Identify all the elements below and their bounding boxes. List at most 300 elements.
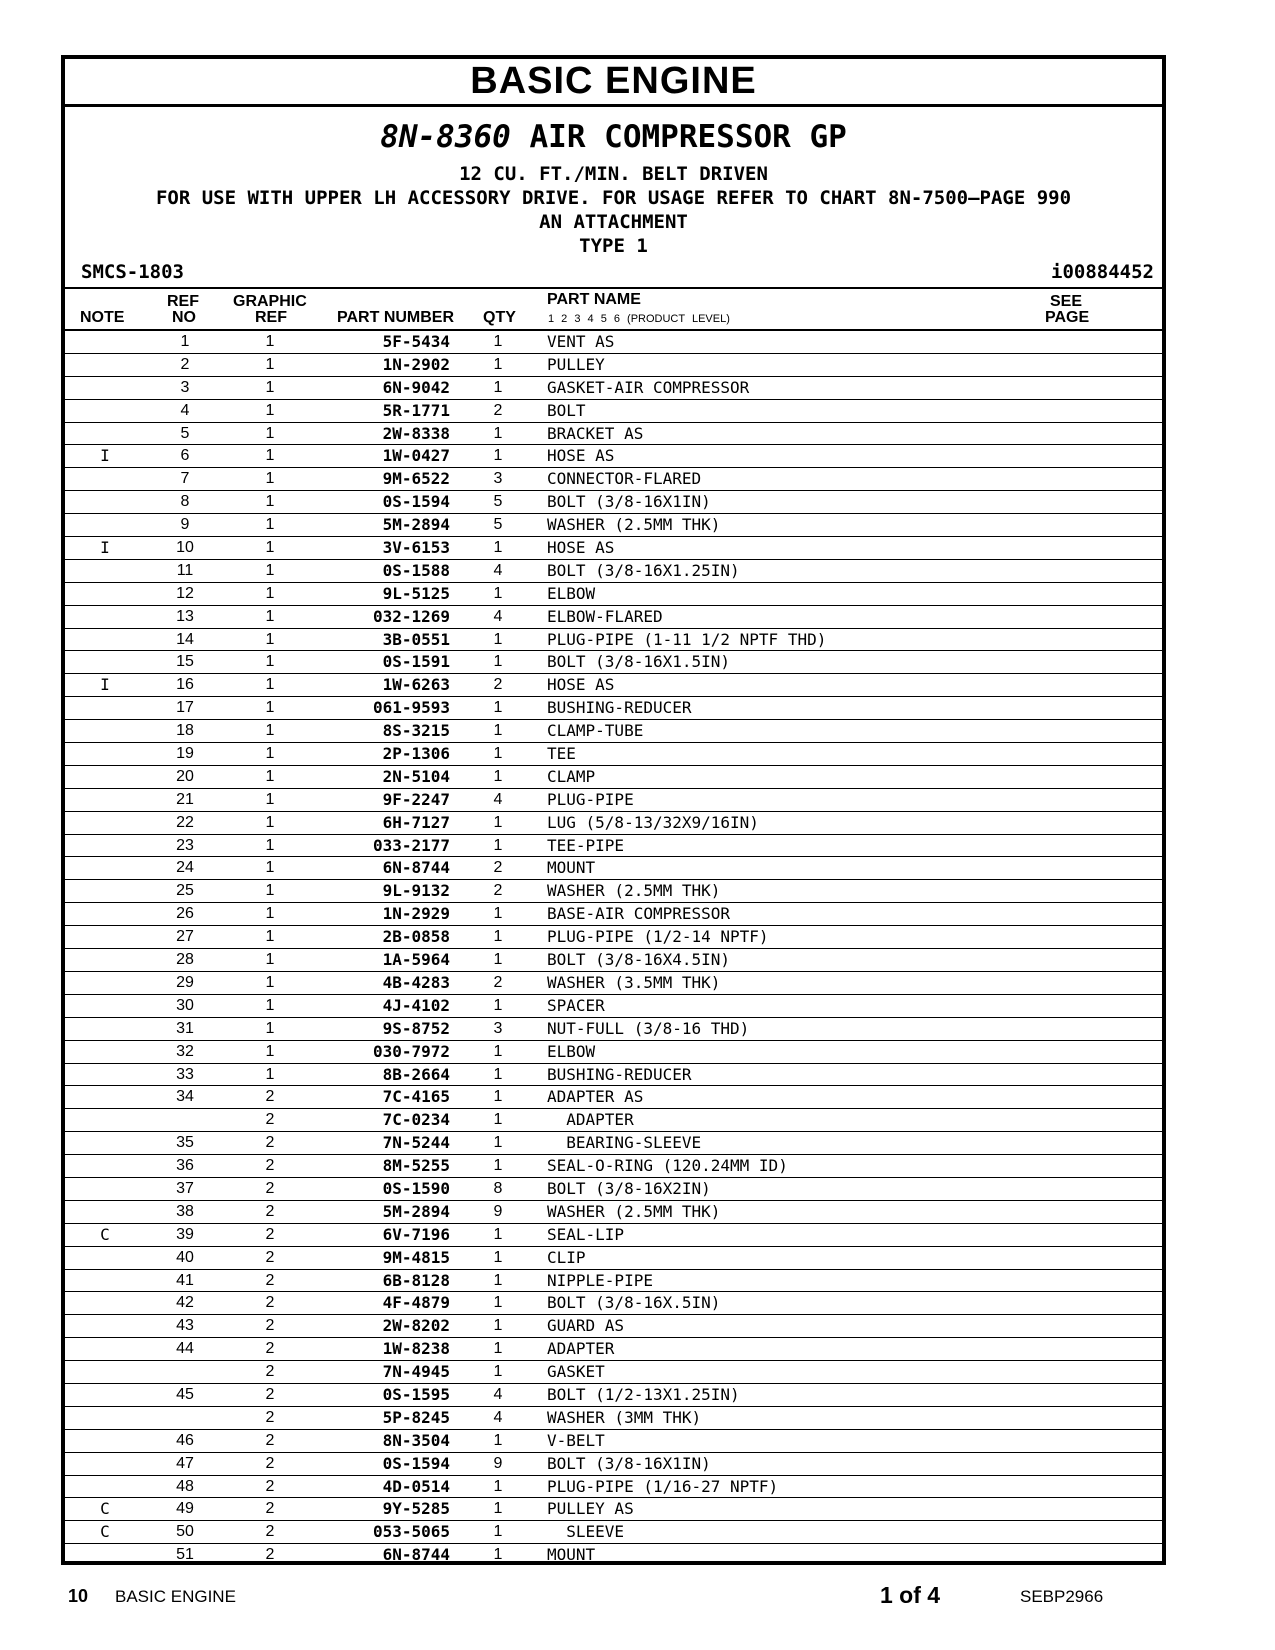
ref-no-cell: 47 <box>176 1454 194 1472</box>
qty-cell: 4 <box>493 607 503 625</box>
part-number-cell: 7C-4165 <box>382 1087 450 1107</box>
ref-no-cell: 1 <box>180 333 190 350</box>
table-row <box>65 537 1162 560</box>
table-row <box>65 514 1162 537</box>
part-number-cell: 032-1269 <box>372 606 450 626</box>
part-number-cell: 6V-7196 <box>382 1224 450 1244</box>
qty-cell: 1 <box>493 1088 503 1106</box>
table-row <box>65 835 1162 858</box>
qty-cell: 1 <box>493 1157 503 1175</box>
part-number-cell: 1W-0427 <box>382 446 450 466</box>
part-number-cell: 2N-5104 <box>382 766 450 786</box>
part-name-cell: BOLT (3/8-16X.5IN) <box>547 1293 721 1313</box>
graphic-ref-cell: 1 <box>265 1065 275 1083</box>
graphic-ref-cell: 2 <box>265 1225 275 1243</box>
qty-cell: 2 <box>493 882 503 900</box>
table-row <box>65 766 1162 789</box>
part-name-cell: GUARD AS <box>547 1316 625 1336</box>
table-row <box>65 880 1162 903</box>
note-cell: C <box>100 1499 110 1519</box>
part-name-cell: HOSE AS <box>547 446 615 466</box>
qty-cell: 1 <box>493 1065 503 1083</box>
parts-table <box>65 331 1162 1567</box>
ref-no-cell: 36 <box>176 1157 194 1175</box>
qty-cell: 1 <box>493 767 503 785</box>
graphic-ref-cell: 1 <box>265 859 275 877</box>
part-name-cell: V-BELT <box>547 1430 605 1450</box>
ref-no-cell: 11 <box>176 561 194 579</box>
qty-cell: 2 <box>493 973 503 991</box>
table-row <box>65 720 1162 743</box>
table-row <box>65 812 1162 835</box>
table-row <box>65 1384 1162 1407</box>
ref-no-cell: 7 <box>180 470 190 488</box>
table-row <box>65 468 1162 491</box>
ref-no-cell: 4 <box>180 401 190 419</box>
part-name-cell: CLIP <box>547 1247 586 1267</box>
graphic-ref-cell: 1 <box>265 424 275 442</box>
part-name-cell: PLUG-PIPE (1/2-14 NPTF) <box>547 927 769 947</box>
qty-cell: 8 <box>493 1179 503 1197</box>
table-row <box>65 377 1162 400</box>
col-qty: QTY <box>483 309 516 326</box>
graphic-ref-cell: 1 <box>265 1042 275 1060</box>
qty-cell: 1 <box>493 1134 503 1152</box>
qty-cell: 1 <box>493 1431 503 1449</box>
part-name-cell: BOLT (3/8-16X1.5IN) <box>547 652 731 672</box>
ref-no-cell: 44 <box>176 1340 194 1358</box>
subtitle-line-3: AN ATTACHMENT <box>539 211 688 233</box>
ref-no-cell: 15 <box>176 653 194 671</box>
table-row <box>65 331 1162 354</box>
qty-cell: 1 <box>493 836 503 854</box>
graphic-ref-cell: 2 <box>265 1248 275 1266</box>
qty-cell: 1 <box>493 1546 503 1564</box>
part-number-cell: 2W-8338 <box>382 423 450 443</box>
table-row <box>65 491 1162 514</box>
ref-no-cell: 40 <box>176 1248 194 1266</box>
part-number-cell: 0S-1591 <box>382 652 450 672</box>
group-part-number: 8N-8360 <box>380 119 511 155</box>
ref-no-cell: 26 <box>176 905 194 923</box>
col-graphic-bottom: REF <box>255 309 287 326</box>
qty-cell: 1 <box>493 1340 503 1358</box>
qty-cell: 1 <box>493 722 503 740</box>
part-number-cell: 9Y-5285 <box>382 1499 450 1519</box>
graphic-ref-cell: 1 <box>265 767 275 785</box>
part-name-cell: WASHER (2.5MM THK) <box>547 515 721 535</box>
part-number-cell: 6B-8128 <box>382 1270 450 1290</box>
ref-no-cell: 51 <box>176 1546 194 1564</box>
col-see-top: SEE <box>1050 293 1083 310</box>
part-name-cell: PLUG-PIPE (1-11 1/2 NPTF THD) <box>547 629 827 649</box>
graphic-ref-cell: 1 <box>265 676 275 694</box>
table-row <box>65 629 1162 652</box>
part-number-cell: 9S-8752 <box>382 1018 450 1038</box>
part-name-cell: SLEEVE <box>547 1522 625 1542</box>
qty-cell: 1 <box>493 1477 503 1495</box>
qty-cell: 1 <box>493 630 503 648</box>
graphic-ref-cell: 1 <box>265 836 275 854</box>
graphic-ref-cell: 2 <box>265 1454 275 1472</box>
ref-no-cell: 41 <box>176 1271 194 1289</box>
col-product-level: 1 2 3 4 5 6 (PRODUCT LEVEL) <box>548 313 730 325</box>
table-row <box>65 560 1162 583</box>
ref-no-cell: 29 <box>176 973 194 991</box>
qty-cell: 1 <box>493 584 503 602</box>
ref-no-cell: 38 <box>176 1202 194 1220</box>
part-name-cell: MOUNT <box>547 1545 596 1565</box>
part-number-cell: 0S-1594 <box>382 1453 450 1473</box>
parts-sheet <box>61 55 1166 1565</box>
ref-no-cell: 34 <box>176 1088 194 1106</box>
part-name-cell: BRACKET AS <box>547 423 644 443</box>
ref-no-cell: 5 <box>180 424 190 442</box>
qty-cell: 1 <box>493 1500 503 1518</box>
table-row <box>65 1270 1162 1293</box>
part-name-cell: TEE <box>547 744 576 764</box>
qty-cell: 1 <box>493 424 503 442</box>
part-number-cell: 0S-1594 <box>382 492 450 512</box>
part-name-cell: GASKET <box>547 1362 605 1382</box>
part-number-cell: 6N-8744 <box>382 1545 450 1565</box>
part-name-cell: BUSHING-REDUCER <box>547 1064 692 1084</box>
qty-cell: 1 <box>493 745 503 763</box>
qty-cell: 3 <box>493 470 503 488</box>
table-row <box>65 445 1162 468</box>
graphic-ref-cell: 2 <box>265 1363 275 1381</box>
col-part-name: PART NAME <box>547 291 641 308</box>
ref-no-cell: 48 <box>176 1477 194 1495</box>
graphic-ref-cell: 1 <box>265 401 275 419</box>
ref-no-cell: 42 <box>176 1294 194 1312</box>
graphic-ref-cell: 1 <box>265 928 275 946</box>
ref-no-cell: 32 <box>176 1042 194 1060</box>
part-name-cell: ADAPTER AS <box>547 1087 644 1107</box>
table-row <box>65 1453 1162 1476</box>
ref-no-cell: 22 <box>176 813 194 831</box>
graphic-ref-cell: 2 <box>265 1477 275 1495</box>
qty-cell: 3 <box>493 1019 503 1037</box>
table-row <box>65 1407 1162 1430</box>
ref-no-cell: 49 <box>176 1500 194 1518</box>
graphic-ref-cell: 1 <box>265 905 275 923</box>
part-number-cell: 033-2177 <box>372 835 450 855</box>
qty-cell: 4 <box>493 561 503 579</box>
part-number-cell: 5P-8245 <box>382 1407 450 1427</box>
part-number-cell: 061-9593 <box>372 698 450 718</box>
ref-no-cell: 6 <box>180 447 190 465</box>
note-cell: C <box>100 1224 110 1244</box>
ref-no-cell: 50 <box>176 1523 194 1541</box>
ref-no-cell: 33 <box>176 1065 194 1083</box>
graphic-ref-cell: 1 <box>265 561 275 579</box>
note-cell: C <box>100 1522 110 1542</box>
graphic-ref-cell: 1 <box>265 447 275 465</box>
part-name-cell: LUG (5/8-13/32X9/16IN) <box>547 812 759 832</box>
qty-cell: 1 <box>493 996 503 1014</box>
ref-no-cell: 17 <box>176 699 194 717</box>
graphic-ref-cell: 2 <box>265 1523 275 1541</box>
part-name-cell: WASHER (3MM THK) <box>547 1407 702 1427</box>
col-note: NOTE <box>80 309 125 326</box>
table-row <box>65 789 1162 812</box>
ref-no-cell: 35 <box>176 1134 194 1152</box>
part-number-cell: 0S-1588 <box>382 560 450 580</box>
graphic-ref-cell: 2 <box>265 1431 275 1449</box>
ref-no-cell: 27 <box>176 928 194 946</box>
part-name-cell: PULLEY <box>547 354 605 374</box>
part-name-cell: BOLT (1/2-13X1.25IN) <box>547 1384 740 1404</box>
ref-no-cell: 25 <box>176 882 194 900</box>
part-number-cell: 5F-5434 <box>382 332 450 351</box>
part-number-cell: 8S-3215 <box>382 721 450 741</box>
qty-cell: 1 <box>493 1317 503 1335</box>
table-row <box>65 1178 1162 1201</box>
ref-no-cell: 24 <box>176 859 194 877</box>
table-row <box>65 857 1162 880</box>
part-number-cell: 5M-2894 <box>382 1201 450 1221</box>
table-row <box>65 1086 1162 1109</box>
part-number-cell: 3V-6153 <box>382 538 450 558</box>
ref-no-cell: 21 <box>176 790 194 808</box>
part-name-cell: PLUG-PIPE (1/16-27 NPTF) <box>547 1476 779 1496</box>
qty-cell: 1 <box>493 378 503 396</box>
graphic-ref-cell: 2 <box>265 1179 275 1197</box>
table-row <box>65 606 1162 629</box>
ref-no-cell: 20 <box>176 767 194 785</box>
part-number-cell: 1W-8238 <box>382 1339 450 1359</box>
part-name-cell: CLAMP <box>547 766 596 786</box>
ref-no-cell: 43 <box>176 1317 194 1335</box>
table-row <box>65 651 1162 674</box>
col-part-number: PART NUMBER <box>337 309 455 326</box>
part-name-cell: MOUNT <box>547 858 596 878</box>
part-name-cell: BOLT (3/8-16X1.25IN) <box>547 560 740 580</box>
footer-page-of: 1 of 4 <box>880 1582 941 1608</box>
ref-no-cell: 9 <box>180 516 190 534</box>
document-id: i00884452 <box>1051 261 1154 283</box>
graphic-ref-cell: 2 <box>265 1088 275 1106</box>
graphic-ref-cell: 1 <box>265 699 275 717</box>
col-graphic-top: GRAPHIC <box>233 293 307 310</box>
part-number-cell: 9F-2247 <box>382 789 450 809</box>
part-number-cell: 0S-1590 <box>382 1178 450 1198</box>
table-row <box>65 1498 1162 1521</box>
part-number-cell: 4J-4102 <box>382 995 450 1015</box>
part-name-cell: ADAPTER <box>547 1110 634 1130</box>
part-number-cell: 6N-9042 <box>382 377 450 397</box>
part-number-cell: 1N-2929 <box>382 904 450 924</box>
graphic-ref-cell: 1 <box>265 378 275 396</box>
graphic-ref-cell: 1 <box>265 470 275 488</box>
part-number-cell: 8M-5255 <box>382 1156 450 1176</box>
part-name-cell: HOSE AS <box>547 675 615 695</box>
ref-no-cell: 45 <box>176 1385 194 1403</box>
part-number-cell: 2W-8202 <box>382 1316 450 1336</box>
ref-no-cell: 28 <box>176 951 194 969</box>
part-name-cell: PULLEY AS <box>547 1499 634 1519</box>
qty-cell: 9 <box>493 1202 503 1220</box>
graphic-ref-cell: 1 <box>265 516 275 534</box>
part-name-cell: ADAPTER <box>547 1339 615 1359</box>
part-number-cell: 7C-0234 <box>382 1110 450 1130</box>
ref-no-cell: 16 <box>176 676 194 694</box>
qty-cell: 1 <box>493 539 503 557</box>
table-row <box>65 674 1162 697</box>
part-name-cell: WASHER (2.5MM THK) <box>547 881 721 901</box>
part-number-cell: 5R-1771 <box>382 400 450 420</box>
ref-no-cell: 10 <box>176 539 194 557</box>
note-cell: I <box>100 675 110 695</box>
part-number-cell: 9M-6522 <box>382 469 450 489</box>
table-row <box>65 1430 1162 1453</box>
table-row <box>65 400 1162 423</box>
ref-no-cell: 8 <box>180 493 190 511</box>
table-row <box>65 1247 1162 1270</box>
qty-cell: 1 <box>493 333 503 350</box>
part-number-cell: 9M-4815 <box>382 1247 450 1267</box>
qty-cell: 4 <box>493 1385 503 1403</box>
qty-cell: 1 <box>493 951 503 969</box>
qty-cell: 5 <box>493 516 503 534</box>
part-name-cell: NIPPLE-PIPE <box>547 1270 653 1290</box>
graphic-ref-cell: 1 <box>265 355 275 373</box>
ref-no-cell: 13 <box>176 607 194 625</box>
graphic-ref-cell: 1 <box>265 584 275 602</box>
ref-no-cell: 14 <box>176 630 194 648</box>
ref-no-cell: 18 <box>176 722 194 740</box>
table-row <box>65 903 1162 926</box>
graphic-ref-cell: 1 <box>265 493 275 511</box>
graphic-ref-cell: 2 <box>265 1111 275 1129</box>
graphic-ref-cell: 1 <box>265 790 275 808</box>
graphic-ref-cell: 2 <box>265 1202 275 1220</box>
table-row <box>65 1338 1162 1361</box>
graphic-ref-cell: 1 <box>265 1019 275 1037</box>
graphic-ref-cell: 2 <box>265 1317 275 1335</box>
ref-no-cell: 23 <box>176 836 194 854</box>
part-name-cell: BOLT (3/8-16X1IN) <box>547 492 711 512</box>
graphic-ref-cell: 1 <box>265 813 275 831</box>
part-number-cell: 4B-4283 <box>382 972 450 992</box>
note-cell: I <box>100 538 110 558</box>
part-name-cell: PLUG-PIPE <box>547 789 634 809</box>
graphic-ref-cell: 1 <box>265 996 275 1014</box>
graphic-ref-cell: 1 <box>265 539 275 557</box>
part-name-cell: BOLT (3/8-16X4.5IN) <box>547 950 731 970</box>
part-number-cell: 6H-7127 <box>382 812 450 832</box>
ref-no-cell: 19 <box>176 745 194 763</box>
table-row <box>65 1041 1162 1064</box>
table-row <box>65 1292 1162 1315</box>
graphic-ref-cell: 1 <box>265 745 275 763</box>
part-name-cell: SEAL-LIP <box>547 1224 625 1244</box>
col-see-bottom: PAGE <box>1045 309 1090 326</box>
table-row <box>65 354 1162 377</box>
qty-cell: 1 <box>493 447 503 465</box>
part-name-cell: BOLT (3/8-16X1IN) <box>547 1453 711 1473</box>
graphic-ref-cell: 2 <box>265 1134 275 1152</box>
part-name-cell: ELBOW-FLARED <box>547 606 663 626</box>
qty-cell: 1 <box>493 1248 503 1266</box>
part-number-cell: 3B-0551 <box>382 629 450 649</box>
part-number-cell: 9L-9132 <box>382 881 450 901</box>
part-number-cell: 9L-5125 <box>382 583 450 603</box>
smcs-code: SMCS-1803 <box>81 261 184 283</box>
qty-cell: 1 <box>493 355 503 373</box>
graphic-ref-cell: 2 <box>265 1546 275 1564</box>
part-number-cell: 2B-0858 <box>382 927 450 947</box>
qty-cell: 5 <box>493 493 503 511</box>
part-number-cell: 1N-2902 <box>382 354 450 374</box>
ref-no-cell: 3 <box>180 378 190 396</box>
part-number-cell: 0S-1595 <box>382 1384 450 1404</box>
graphic-ref-cell: 2 <box>265 1385 275 1403</box>
part-name-cell: WASHER (2.5MM THK) <box>547 1201 721 1221</box>
graphic-ref-cell: 2 <box>265 1294 275 1312</box>
part-number-cell: 7N-5244 <box>382 1133 450 1153</box>
group-header <box>65 107 1162 289</box>
graphic-ref-cell: 2 <box>265 1500 275 1518</box>
part-name-cell: BOLT (3/8-16X2IN) <box>547 1178 711 1198</box>
part-name-cell: GASKET-AIR COMPRESSOR <box>547 377 750 397</box>
qty-cell: 2 <box>493 401 503 419</box>
footer-section: BASIC ENGINE <box>115 1587 236 1606</box>
part-name-cell: SPACER <box>547 995 605 1015</box>
part-number-cell: 8N-3504 <box>382 1430 450 1450</box>
subtitle-line-4: TYPE 1 <box>579 235 648 257</box>
qty-cell: 9 <box>493 1454 503 1472</box>
qty-cell: 4 <box>493 1408 503 1426</box>
part-number-cell: 053-5065 <box>372 1522 450 1542</box>
qty-cell: 2 <box>493 676 503 694</box>
table-row <box>65 1224 1162 1247</box>
part-number-cell: 5M-2894 <box>382 515 450 535</box>
part-name-cell: WASHER (3.5MM THK) <box>547 972 721 992</box>
part-name-cell: BASE-AIR COMPRESSOR <box>547 904 731 924</box>
graphic-ref-cell: 2 <box>265 1408 275 1426</box>
col-ref-bottom: NO <box>172 309 196 326</box>
part-name-cell: BEARING-SLEEVE <box>547 1133 702 1153</box>
table-row <box>65 1476 1162 1499</box>
table-row <box>65 1109 1162 1132</box>
part-name-cell: NUT-FULL (3/8-16 THD) <box>547 1018 750 1038</box>
graphic-ref-cell: 1 <box>265 607 275 625</box>
graphic-ref-cell: 1 <box>265 951 275 969</box>
qty-cell: 1 <box>493 1042 503 1060</box>
graphic-ref-cell: 2 <box>265 1157 275 1175</box>
graphic-ref-cell: 1 <box>265 333 275 350</box>
table-row <box>65 583 1162 606</box>
qty-cell: 1 <box>493 699 503 717</box>
graphic-ref-cell: 1 <box>265 722 275 740</box>
qty-cell: 1 <box>493 1294 503 1312</box>
qty-cell: 1 <box>493 1225 503 1243</box>
ref-no-cell: 39 <box>176 1225 194 1243</box>
col-ref-top: REF <box>167 293 199 310</box>
ref-no-cell: 46 <box>176 1431 194 1449</box>
page-footer <box>0 1580 1275 1610</box>
graphic-ref-cell: 2 <box>265 1340 275 1358</box>
section-banner: BASIC ENGINE <box>65 59 1162 107</box>
footer-doc-number: SEBP2966 <box>1020 1587 1104 1606</box>
part-number-cell: 4D-0514 <box>382 1476 450 1496</box>
qty-cell: 4 <box>493 790 503 808</box>
part-name-cell: CLAMP-TUBE <box>547 721 644 741</box>
ref-no-cell: 30 <box>176 996 194 1014</box>
qty-cell: 1 <box>493 905 503 923</box>
